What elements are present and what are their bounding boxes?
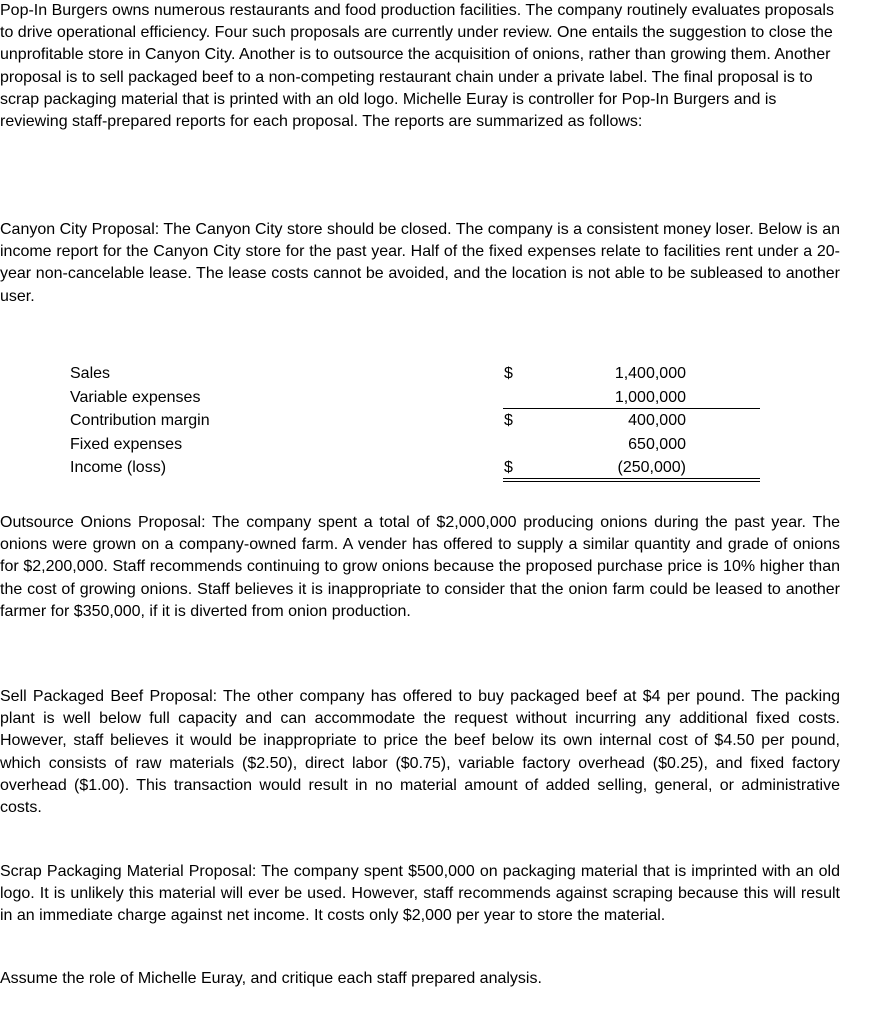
row-amount: 1,400,000 [614, 365, 686, 382]
intro-paragraph: Pop-In Burgers owns numerous restaurants and food production facilities. The company routinely evaluates proposals to drive operational efficiency. Four such proposals are currently under review. One entails the suggestion to close the unprofitable store in Canyon City. Another is to outsource the acquisition of onions, rather than growing them. Another proposal is to sell packaged beef to a non-competing restaurant chain under a private label. The final proposal is to scrap packaging material that is printed with an old logo. Michelle Euray is controller for Pop-In Burgers and is reviewing staff-prepared reports for each proposal. The reports are summarized as follows: [0, 2, 834, 131]
table-row [70, 362, 690, 385]
row-amount: (250,000) [617, 459, 686, 476]
table-row [70, 386, 690, 409]
income-report-table [70, 362, 690, 486]
total-double-rule-top [503, 478, 760, 479]
row-amount: 650,000 [628, 435, 686, 453]
table-row [70, 433, 690, 456]
row-label: Income (loss) [70, 459, 167, 476]
row-label: Fixed expenses [70, 435, 183, 453]
row-currency: $ [504, 412, 513, 429]
row-amount: 1,000,000 [614, 388, 686, 406]
closing-instruction: Assume the role of Michelle Euray, and critique each staff prepared analysis. [0, 970, 542, 987]
scrap-packaging-proposal: Scrap Packaging Material Proposal: The company spent $500,000 on packaging material that is imprinted with an old logo. It is unlikely this material will ever be used. However, staff recommends against scraping because this will result in an immediate charge against net income. It costs only $2,000 per year to store the material. [0, 863, 840, 925]
row-label: Sales [70, 365, 111, 382]
row-currency: $ [504, 365, 513, 382]
total-double-rule-bottom [503, 481, 760, 482]
canyon-city-proposal: Canyon City Proposal: The Canyon City store should be closed. The company is a consistent money loser. Below is an income report for the Canyon City store for the past year. Half of the fixed expenses relate to facilities rent under a 20-year non-cancelable lease. The lease costs cannot be avoided, and the location is not able to be subleased to another user. [0, 221, 840, 305]
row-label: Contribution margin [70, 412, 210, 429]
table-row [70, 456, 690, 479]
outsource-onions-proposal: Outsource Onions Proposal: The company spent a total of $2,000,000 producing onions during the past year. The onions were grown on a company-owned farm. A vender has offered to supply a similar quantity and grade of onions for $2,200,000. Staff recommends continuing to grow onions because the proposed purchase price is 10% higher than the cost of growing onions. Staff believes it is inappropriate to consider that the onion farm could be leased to another farmer for $350,000, if it is diverted from onion production. [0, 514, 840, 620]
sell-packaged-beef-proposal: Sell Packaged Beef Proposal: The other company has offered to buy packaged beef at $4 per pound. The packing plant is well below full capacity and can accommodate the request without incurring any additional fixed costs. However, staff believes it would be inappropriate to price the beef below its own internal cost of $4.50 per pound, which consists of raw materials ($2.50), direct labor ($0.75), variable factory overhead ($0.25), and fixed factory overhead ($1.00). This transaction would result in no material amount of added selling, general, or administrative costs. [0, 688, 840, 817]
row-label: Variable expenses [70, 388, 201, 406]
row-currency: $ [504, 459, 513, 476]
table-row [70, 409, 690, 432]
row-amount: 400,000 [628, 412, 686, 429]
